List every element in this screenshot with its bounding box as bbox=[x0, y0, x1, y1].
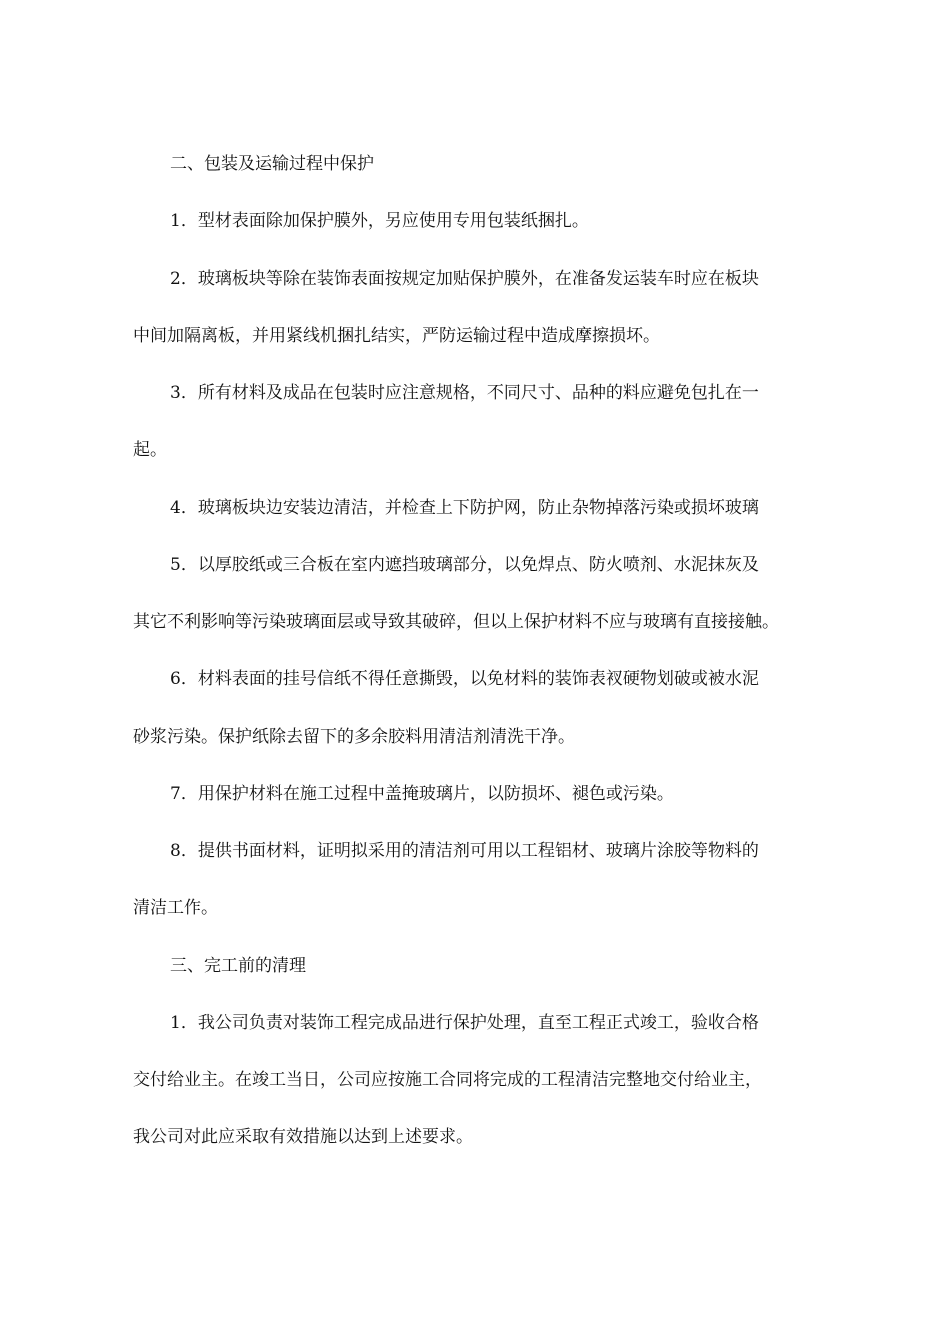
paragraph-line: 我公司对此应采取有效措施以达到上述要求。 bbox=[133, 1127, 473, 1147]
paragraph-line: 1．型材表面除加保护膜外，另应使用专用包装纸捆扎。 bbox=[170, 211, 589, 231]
paragraph-line: 交付给业主。在竣工当日，公司应按施工合同将完成的工程清洁完整地交付给业主， bbox=[133, 1070, 762, 1090]
paragraph-line: 4．玻璃板块边安装边清洁，并检查上下防护网，防止杂物掉落污染或损坏玻璃 bbox=[170, 498, 759, 518]
section-heading: 二、包装及运输过程中保护 bbox=[170, 154, 374, 174]
paragraph-line: 砂浆污染。保护纸除去留下的多余胶料用清洁剂清洗干净。 bbox=[133, 727, 575, 747]
paragraph-line: 6．材料表面的挂号信纸不得任意撕毁，以免材料的装饰表衩硬物划破或被水泥 bbox=[170, 669, 759, 689]
paragraph-line: 5．以厚胶纸或三合板在室内遮挡玻璃部分，以免焊点、防火喷剂、水泥抹灰及 bbox=[170, 555, 759, 575]
paragraph-line: 清洁工作。 bbox=[133, 898, 218, 918]
paragraph-line: 2．玻璃板块等除在装饰表面按规定加贴保护膜外，在准备发运装车时应在板块 bbox=[170, 269, 759, 289]
paragraph-line: 中间加隔离板，并用紧线机捆扎结实，严防运输过程中造成摩擦损坏。 bbox=[133, 326, 660, 346]
paragraph-line: 3．所有材料及成品在包装时应注意规格，不同尺寸、品种的料应避免包扎在一 bbox=[170, 383, 759, 403]
paragraph-line: 起。 bbox=[133, 440, 167, 460]
section-heading: 三、完工前的清理 bbox=[170, 956, 306, 976]
paragraph-line: 1．我公司负责对装饰工程完成品进行保护处理，直至工程正式竣工，验收合格 bbox=[170, 1013, 759, 1033]
paragraph-line: 8．提供书面材料，证明拟采用的清洁剂可用以工程铝材、玻璃片涂胶等物料的 bbox=[170, 841, 759, 861]
paragraph-line: 7．用保护材料在施工过程中盖掩玻璃片，以防损坏、褪色或污染。 bbox=[170, 784, 674, 804]
paragraph-line: 其它不利影响等污染玻璃面层或导致其破碎，但以上保护材料不应与玻璃有直接接触。 bbox=[133, 612, 779, 632]
